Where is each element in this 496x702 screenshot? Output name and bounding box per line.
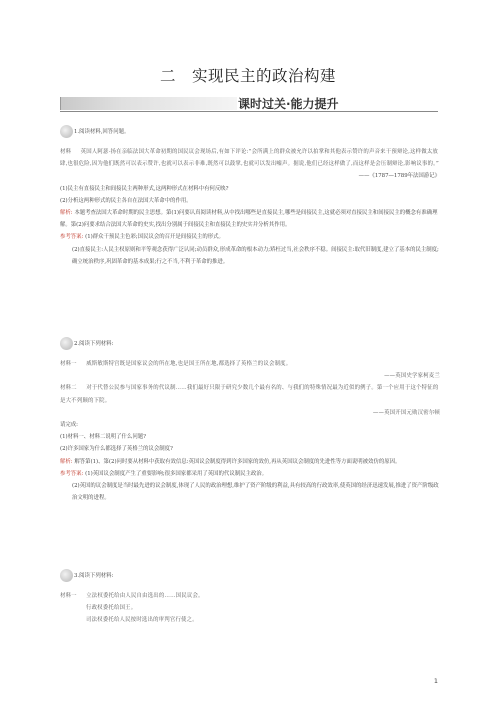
- analysis-label: 解析:: [60, 458, 73, 465]
- analysis-text: 本题考查法国大革命时期的民主思想。第(1)问要认真阅读材料,从中找出哪些是直接民主,哪些是间接民主,这就必须对直接民主和间接民主的概念有准确理解。第(2)问要求结合法国大革命的史实,找出分别属于间接民主和直接民主的史实并分析其作用。: [60, 210, 438, 229]
- question-1-analysis: [60, 207, 440, 231]
- analysis-label: 解析:: [60, 210, 73, 217]
- question-1-source: ——《1787—1789年法国游记》: [358, 173, 440, 180]
- answer-text: (1)群众干预民主色彩;国民议会的召开是间接民主的形式。: [85, 234, 224, 241]
- question-1-answer-2: (2)直接民主:人民主权原则和平等观念获得广泛认同;动员群众,形成革命的根本动力;矫枉过当,社会秩序不稳。间接民主:取代旧制度,建立了基本的民主制度;确立统治秩序,巩固革命的基本成果;行之不当,不利于革命的推进。: [72, 246, 439, 265]
- section-banner: [60, 96, 438, 114]
- question-2-material-1: [60, 358, 440, 370]
- material-label: 材料一: [60, 361, 77, 367]
- question-2-source-2: ——英国开国元勋汉密尔顿: [372, 409, 440, 416]
- answer-text: (1)英国议会制度产生了重要影响;很多国家都采用了英国的代议制民主政治。: [85, 470, 268, 477]
- question-3-material-1: [60, 590, 440, 602]
- banner-text: 课时过关·能力提升: [238, 97, 339, 111]
- question-1-answer-1: [60, 231, 440, 243]
- material-label: 材料一: [60, 593, 77, 599]
- material-line-1: 立法权委托给由人民自由选出的……国民议会。: [86, 593, 204, 599]
- question-bullet-icon: [60, 337, 73, 350]
- material-text: 威斯敏斯特宫既是国家议会的所在地,也是国王所在地,都选择了英格兰的议会制度。: [86, 361, 292, 367]
- question-2-header: [60, 338, 440, 350]
- question-1-title: 1.阅读材料,回答问题。: [74, 129, 130, 135]
- material-line-2: 行政权委托给国王。: [86, 605, 137, 612]
- question-bullet-icon: [60, 569, 73, 582]
- material-label: 材料二: [60, 385, 77, 392]
- question-3-header: [60, 570, 440, 582]
- answer-label: 参考答案:: [60, 234, 84, 241]
- question-3: [60, 570, 440, 627]
- material-line-3: 司法权委托给人民按时选出的审判官行使之。: [86, 617, 198, 624]
- question-1-material: [60, 146, 440, 170]
- question-2-analysis: [60, 456, 440, 468]
- question-2-source-1: ——英国史学家柯麦兰: [384, 373, 440, 380]
- question-2: [60, 338, 440, 504]
- banner-bar: [60, 97, 237, 110]
- material-text: 对于代替公民参与国家事务的代议制……我们最好只限于研究少数几个最有名的、与我们的特殊情况最为近似的例子。第一个应用于这个特征的是大不列颠的下院。: [60, 385, 439, 404]
- material-label: 材料: [60, 149, 72, 155]
- page-title: 二 实现民主的政治构建: [159, 67, 336, 85]
- question-2-ask-1: (1)材料一、材料二说明了什么问题?: [60, 434, 146, 441]
- question-2-ask-2: (2)许多国家为什么都选择了英格兰的议会制度?: [60, 446, 173, 453]
- question-2-answer-2: (2)英国的议会制度是当时最先进的议会制度,体现了人民的政治理想,维护了资产阶级的利益,具有较高的行政效率,使英国的经济迅速发展,推进了资产阶级政治文明的进程。: [72, 483, 439, 502]
- question-3-title: 3.阅读下列材料:: [74, 573, 114, 579]
- question-2-prompt: 请完成:: [60, 422, 78, 429]
- page-number: 1: [433, 677, 438, 685]
- question-1: [60, 126, 440, 268]
- material-text: 英国人阿瑟·扬在亲临法国大革命初期的国民议会现场后,有如下评论:“会所满上的群众被允许以拍掌和其他表示赞许的声音来干预辩论,这样做太放肆,也很危险,因为他们既然可以表示赞许,也就可以表示非难,既然可以鼓掌,也就可以发出嘘声。据说,他们已经这样做了,而这样是会压制辩论,影响议事的。”: [60, 149, 439, 168]
- question-2-title: 2.阅读下列材料:: [74, 341, 114, 347]
- question-2-material-2: [60, 382, 440, 406]
- question-1-header: [60, 126, 440, 138]
- question-1-ask-2: (2)分析这两种形式的民主各自在法国大革命中的作用。: [60, 197, 192, 204]
- answer-label: 参考答案:: [60, 470, 84, 477]
- question-1-ask-1: (1)民主有直接民主和间接民主两种形式,这两种形式在材料中有何反映?: [60, 185, 229, 192]
- question-2-answer-1: [60, 468, 440, 480]
- question-bullet-icon: [60, 125, 73, 138]
- analysis-text: 解答第(1)、第(2)问时要从材料中获取有效信息:英国议会制度得到许多国家的效仿,再从英国议会制度的先进性等方面说明被效仿的原因。: [74, 458, 401, 465]
